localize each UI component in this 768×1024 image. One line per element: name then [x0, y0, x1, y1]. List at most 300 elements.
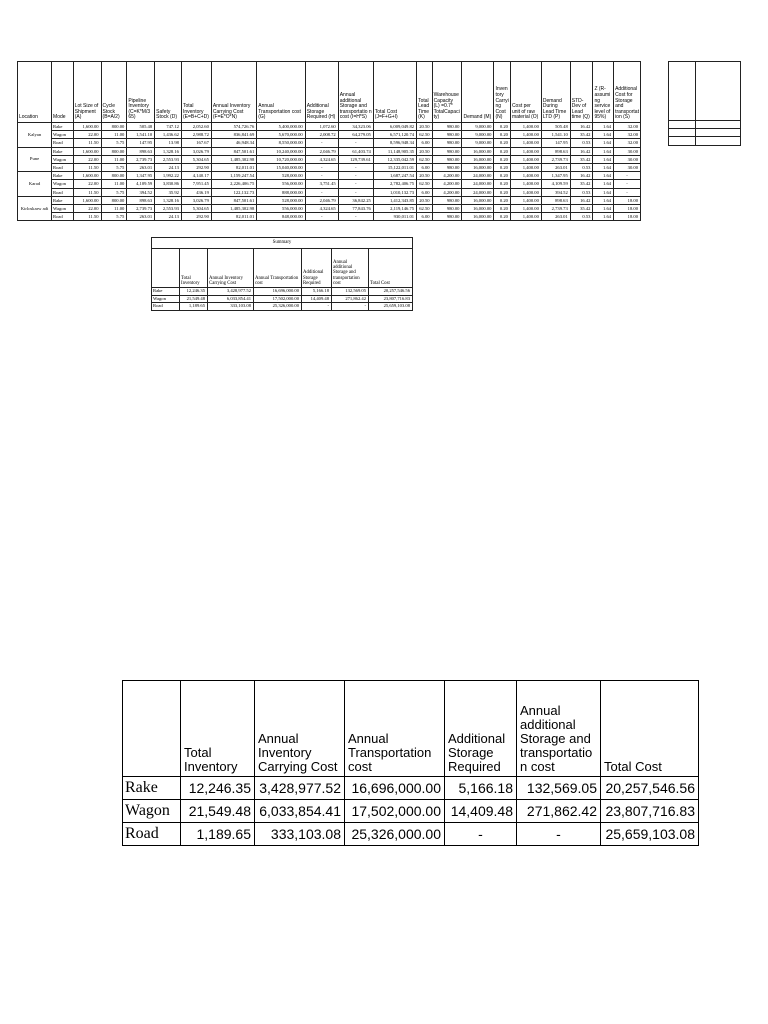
- table-cell: 8,596,948.34: [373, 139, 416, 147]
- header-cell: Cycle Stock (B=A/2): [101, 62, 127, 123]
- header-cell: Additional Storage Required: [445, 681, 517, 777]
- header-cell: Annual Transportation cost (G): [257, 62, 305, 123]
- table-cell: 24.13: [155, 213, 182, 221]
- table-cell: 1,600.00: [73, 172, 101, 180]
- table-cell: 11.00: [101, 180, 127, 188]
- mode-cell: Wagon: [52, 180, 74, 188]
- table-cell: -: [445, 823, 517, 846]
- side-grid-row: [669, 62, 741, 121]
- table-cell: 5,166.18: [445, 777, 517, 800]
- table-row: [123, 777, 699, 800]
- header-cell: Total Lead Time (K): [417, 62, 432, 123]
- table-cell: 556,000.00: [257, 180, 305, 188]
- table-cell: 62.50: [417, 155, 432, 163]
- summary-small-body: [152, 288, 413, 311]
- table-cell: 5.75: [101, 139, 127, 147]
- table-cell: 0.53: [570, 213, 593, 221]
- table-cell: 4,109.59: [127, 180, 155, 188]
- table-cell: 800.00: [101, 172, 127, 180]
- table-cell: 574,726.76: [211, 123, 256, 131]
- table-cell: 2,739.73: [127, 155, 155, 163]
- table-cell: 2,553.93: [155, 205, 182, 213]
- header-cell: Total Cost (J=F+G+I): [373, 62, 416, 123]
- table-cell: 82,011.01: [211, 164, 256, 172]
- table-cell: 1,600.00: [73, 147, 101, 155]
- table-cell: 12,246.35: [180, 288, 208, 296]
- header-cell: STD-Dev of Lead time (Q): [570, 62, 593, 123]
- table-cell: 2,739.73: [541, 155, 570, 163]
- table-cell: 4,200.00: [432, 188, 462, 196]
- table-cell: 4,324.65: [305, 155, 338, 163]
- table-cell: -: [332, 303, 369, 311]
- table-cell: 394.52: [127, 188, 155, 196]
- table-cell: 16.42: [570, 147, 593, 155]
- header-cell: Location: [18, 62, 52, 123]
- table-cell: 21,549.48: [181, 800, 255, 823]
- table-cell: 2,008.72: [305, 131, 338, 139]
- table-cell: 35.42: [570, 155, 593, 163]
- table-cell: -: [338, 164, 373, 172]
- table-cell: 980.00: [432, 123, 462, 131]
- table-cell: 20.50: [417, 123, 432, 131]
- table-cell: 5.75: [101, 188, 127, 196]
- table-cell: 62.50: [417, 180, 432, 188]
- table-cell: 3,026.79: [181, 147, 211, 155]
- table-cell: 35.92: [155, 188, 182, 196]
- empty-cell: [695, 137, 740, 145]
- table-cell: 34,323.06: [338, 123, 373, 131]
- table-cell: 122,132.73: [211, 188, 256, 196]
- table-cell: -: [305, 139, 338, 147]
- table-cell: 3,830.86: [155, 180, 182, 188]
- table-cell: 1,600.00: [73, 123, 101, 131]
- table-cell: 30.00: [614, 164, 641, 172]
- mode-cell: Road: [52, 188, 74, 196]
- table-cell: 1,485,302.98: [211, 155, 256, 163]
- header-cell: Annual additional Storage and transportation cost: [332, 249, 369, 288]
- table-cell: 132,569.05: [332, 288, 369, 296]
- header-cell: Z (R-assuming service level of 95%): [593, 62, 614, 123]
- table-cell: 1,189.65: [180, 303, 208, 311]
- table-cell: 1,072.60: [305, 123, 338, 131]
- table-cell: 1,328.16: [155, 147, 182, 155]
- table-cell: 32.00: [614, 139, 641, 147]
- header-cell: Mode: [52, 62, 74, 123]
- table-cell: 980.00: [432, 213, 462, 221]
- table-cell: 5,304.65: [181, 155, 211, 163]
- table-cell: 6,033,854.41: [255, 800, 345, 823]
- table-cell: 61,403.74: [338, 147, 373, 155]
- table-cell: 800.00: [101, 123, 127, 131]
- table-cell: 1,400.00: [510, 147, 541, 155]
- mode-cell: Road: [52, 213, 74, 221]
- table-cell: -: [614, 172, 641, 180]
- table-cell: 0.20: [494, 164, 511, 172]
- table-cell: 980.00: [432, 147, 462, 155]
- row-label-cell: Road: [123, 823, 181, 846]
- table-cell: 24,000.00: [462, 180, 494, 188]
- header-cell: Total Inventory: [181, 681, 255, 777]
- header-cell: [152, 249, 180, 288]
- table-cell: 271,862.42: [332, 295, 369, 303]
- table-row: [18, 213, 641, 221]
- table-cell: 2,046.79: [305, 196, 338, 204]
- table-cell: 16.42: [570, 172, 593, 180]
- empty-side-grid: [668, 61, 741, 146]
- table-cell: 1,159,247.54: [211, 172, 256, 180]
- table-cell: 18.00: [614, 196, 641, 204]
- header-cell: Additional Storage Required (H): [305, 62, 338, 123]
- table-cell: 10,720,000.00: [257, 155, 305, 163]
- mode-cell: Rake: [52, 172, 74, 180]
- header-cell: Annual Transportation cost: [254, 249, 302, 288]
- table-cell: 1.64: [593, 139, 614, 147]
- table-cell: 16,696,000.00: [254, 288, 302, 296]
- table-cell: 20,257,546.56: [369, 288, 413, 296]
- table-cell: 9,000.00: [462, 139, 494, 147]
- table-cell: -: [338, 172, 373, 180]
- header-cell: Annual additional Storage and transportatio n cost: [517, 681, 601, 777]
- table-cell: 36,842.25: [338, 196, 373, 204]
- table-cell: 16,000.00: [462, 164, 494, 172]
- table-row: [18, 164, 641, 172]
- table-cell: -: [517, 823, 601, 846]
- location-cell: Kalyan: [18, 123, 52, 148]
- table-cell: 436.19: [181, 188, 211, 196]
- table-cell: 505.48: [127, 123, 155, 131]
- table-row: [18, 131, 641, 139]
- table-cell: 35.42: [570, 180, 593, 188]
- table-cell: 10,240,000.00: [257, 147, 305, 155]
- table-cell: 20.50: [417, 172, 432, 180]
- summary-title: Summary: [152, 238, 413, 249]
- mode-cell: Road: [52, 164, 74, 172]
- table-cell: 0.20: [494, 172, 511, 180]
- table-cell: 21,549.48: [180, 295, 208, 303]
- table-cell: 11.50: [73, 139, 101, 147]
- table-cell: 17,502,000.00: [254, 295, 302, 303]
- row-label-cell: Rake: [123, 777, 181, 800]
- table-row: [18, 155, 641, 163]
- table-cell: 980.00: [432, 139, 462, 147]
- main-table-body: [18, 123, 641, 221]
- header-cell: Total Inventory: [180, 249, 208, 288]
- table-cell: 23,807,716.83: [369, 295, 413, 303]
- table-cell: 980.00: [432, 164, 462, 172]
- table-cell: 505.48: [541, 123, 570, 131]
- table-cell: 0.20: [494, 147, 511, 155]
- table-cell: 6.00: [417, 188, 432, 196]
- table-cell: 16,000.00: [462, 213, 494, 221]
- table-cell: 528,000.00: [257, 172, 305, 180]
- table-cell: 16.42: [570, 123, 593, 131]
- header-cell: Annual Inventory Carrying Cost (F=E*O*N): [211, 62, 256, 123]
- table-cell: 1,436.62: [155, 131, 182, 139]
- header-cell: Demand During Lead Time LTD (P): [541, 62, 570, 123]
- table-cell: 2,782,406.75: [373, 180, 416, 188]
- summary-large-header-row: [123, 681, 699, 777]
- table-cell: 1.64: [593, 155, 614, 163]
- table-cell: 333,103.08: [208, 303, 254, 311]
- table-cell: 292.90: [181, 164, 211, 172]
- table-cell: 980.00: [432, 205, 462, 213]
- header-cell: Additional Cost for Storage and transportation (S): [614, 62, 641, 123]
- table-cell: 1,347.95: [127, 172, 155, 180]
- table-cell: 6,009,049.82: [373, 123, 416, 131]
- table-cell: 30.00: [614, 147, 641, 155]
- table-cell: -: [338, 139, 373, 147]
- mode-cell: Wagon: [52, 155, 74, 163]
- table-cell: 7,951.45: [181, 180, 211, 188]
- table-cell: 800.00: [101, 147, 127, 155]
- table-cell: 15,122,011.01: [373, 164, 416, 172]
- table-cell: 2,226,406.75: [211, 180, 256, 188]
- table-cell: 1,485,302.98: [211, 205, 256, 213]
- header-cell: Safety Stock (D): [155, 62, 182, 123]
- table-cell: 263.01: [127, 213, 155, 221]
- table-cell: 898.63: [127, 147, 155, 155]
- table-cell: 747.12: [155, 123, 182, 131]
- header-cell: Total Cost: [369, 249, 413, 288]
- table-cell: 46,948.34: [211, 139, 256, 147]
- mode-cell: Wagon: [52, 205, 74, 213]
- table-cell: 62.50: [417, 131, 432, 139]
- table-cell: 20.50: [417, 196, 432, 204]
- side-grid-row: [669, 129, 741, 137]
- table-cell: 147.95: [541, 139, 570, 147]
- table-cell: 1,400.00: [510, 139, 541, 147]
- table-cell: 147.95: [127, 139, 155, 147]
- table-row: [18, 180, 641, 188]
- table-cell: 271,862.42: [517, 800, 601, 823]
- table-cell: 1.64: [593, 123, 614, 131]
- table-cell: 22.00: [73, 131, 101, 139]
- table-cell: 333,103.08: [255, 823, 345, 846]
- table-cell: 6,571,120.74: [373, 131, 416, 139]
- mode-cell: Rake: [52, 147, 74, 155]
- table-cell: 528,000.00: [257, 196, 305, 204]
- table-cell: 0.20: [494, 131, 511, 139]
- table-cell: 1.64: [593, 188, 614, 196]
- summary-large-body: [123, 777, 699, 846]
- table-cell: 1.64: [593, 172, 614, 180]
- table-cell: 0.20: [494, 155, 511, 163]
- mode-cell: Wagon: [52, 131, 74, 139]
- header-cell: Inventory Carrying Cost (N): [494, 62, 511, 123]
- table-cell: 1.64: [593, 205, 614, 213]
- table-cell: 32.00: [614, 123, 641, 131]
- table-cell: 0.20: [494, 196, 511, 204]
- header-cell: Demand (M): [462, 62, 494, 123]
- table-cell: 16,000.00: [462, 196, 494, 204]
- empty-cell: [669, 121, 696, 129]
- table-cell: 17,502,000.00: [345, 800, 445, 823]
- table-cell: 5,166.18: [302, 288, 332, 296]
- table-cell: 1,992.22: [155, 172, 182, 180]
- table-cell: 1,400.00: [510, 180, 541, 188]
- table-cell: 1,400.00: [510, 172, 541, 180]
- table-cell: 2,739.73: [541, 205, 570, 213]
- table-cell: 16,696,000.00: [345, 777, 445, 800]
- table-cell: 25,659,103.08: [601, 823, 699, 846]
- table-cell: -: [338, 180, 373, 188]
- table-cell: 30.00: [614, 155, 641, 163]
- table-cell: 556,000.00: [257, 205, 305, 213]
- table-cell: 32.00: [614, 131, 641, 139]
- table-cell: -: [614, 180, 641, 188]
- table-cell: -: [305, 172, 338, 180]
- table-cell: 6.00: [417, 164, 432, 172]
- main-table-header-row: [18, 62, 641, 123]
- table-cell: 2,046.79: [305, 147, 338, 155]
- table-cell: 16,000.00: [462, 155, 494, 163]
- table-cell: 6.00: [417, 213, 432, 221]
- table-cell: 24.13: [155, 164, 182, 172]
- table-cell: 12,335,042.59: [373, 155, 416, 163]
- table-cell: 8,550,000.00: [257, 139, 305, 147]
- table-cell: 1,400.00: [510, 123, 541, 131]
- table-cell: 1,400.00: [510, 155, 541, 163]
- table-cell: 292.90: [181, 213, 211, 221]
- side-grid-row: [669, 137, 741, 145]
- table-cell: 0.20: [494, 205, 511, 213]
- table-cell: 2,988.72: [181, 131, 211, 139]
- table-cell: 11,148,905.35: [373, 147, 416, 155]
- table-cell: 0.20: [494, 180, 511, 188]
- empty-cell: [695, 62, 740, 121]
- empty-cell: [695, 129, 740, 137]
- table-cell: 23,807,716.83: [601, 800, 699, 823]
- table-cell: 24,000.00: [462, 172, 494, 180]
- header-cell: Annual Inventory Carrying Cost: [208, 249, 254, 288]
- table-cell: 0.20: [494, 188, 511, 196]
- table-cell: 18.00: [614, 213, 641, 221]
- table-cell: 22.00: [73, 180, 101, 188]
- header-cell: Additional Storage Required: [302, 249, 332, 288]
- table-cell: 15,040,000.00: [257, 164, 305, 172]
- header-cell: Lot Size of Shipment (A): [73, 62, 101, 123]
- table-cell: 1,541.10: [127, 131, 155, 139]
- table-cell: 1.64: [593, 180, 614, 188]
- table-cell: 25,326,000.00: [345, 823, 445, 846]
- header-cell: Total Cost: [601, 681, 699, 777]
- table-cell: -: [305, 164, 338, 172]
- table-cell: -: [305, 188, 338, 196]
- table-cell: 1,328.16: [155, 196, 182, 204]
- table-cell: 848,000.00: [257, 213, 305, 221]
- table-cell: 12,246.35: [181, 777, 255, 800]
- table-cell: 14,409.48: [302, 295, 332, 303]
- table-cell: 11.50: [73, 188, 101, 196]
- table-cell: 4,200.00: [432, 180, 462, 188]
- table-cell: 35.42: [570, 131, 593, 139]
- table-cell: 4,200.00: [432, 172, 462, 180]
- table-cell: 4,324.65: [305, 205, 338, 213]
- location-cell: Pune: [18, 147, 52, 172]
- table-cell: 1.64: [593, 164, 614, 172]
- table-cell: 0.20: [494, 123, 511, 131]
- table-cell: 847,501.61: [211, 196, 256, 204]
- table-cell: 888,000.00: [257, 188, 305, 196]
- table-cell: 20,257,546.56: [601, 777, 699, 800]
- table-row: [152, 303, 413, 311]
- table-cell: 62.50: [417, 205, 432, 213]
- table-cell: 2,553.93: [155, 155, 182, 163]
- table-row: [18, 188, 641, 196]
- table-cell: 6.00: [417, 139, 432, 147]
- table-cell: 898.63: [541, 196, 570, 204]
- table-cell: 20.50: [417, 147, 432, 155]
- table-cell: 11.00: [101, 205, 127, 213]
- table-cell: 0.20: [494, 213, 511, 221]
- table-row: [152, 288, 413, 296]
- table-cell: 16,000.00: [462, 205, 494, 213]
- table-cell: 5.75: [101, 164, 127, 172]
- table-cell: 129,739.61: [338, 155, 373, 163]
- table-row: [123, 823, 699, 846]
- table-cell: 18.00: [614, 205, 641, 213]
- mode-cell: Road: [52, 139, 74, 147]
- summary-header-row: [152, 249, 413, 288]
- table-cell: 5,400,000.00: [257, 123, 305, 131]
- table-cell: -: [614, 188, 641, 196]
- summary-title-row: [152, 238, 413, 249]
- table-cell: 1.64: [593, 131, 614, 139]
- table-cell: 980.00: [432, 155, 462, 163]
- table-row: [152, 295, 413, 303]
- table-cell: 1.64: [593, 147, 614, 155]
- row-label-cell: Wagon: [123, 800, 181, 823]
- table-cell: 1,400.00: [510, 205, 541, 213]
- table-cell: 1,687,247.54: [373, 172, 416, 180]
- table-row: [18, 123, 641, 131]
- table-cell: 898.63: [541, 147, 570, 155]
- table-cell: 5,670,000.00: [257, 131, 305, 139]
- summary-table-small: [151, 237, 413, 311]
- table-row: [18, 205, 641, 213]
- table-cell: 77,843.76: [338, 205, 373, 213]
- table-cell: 1,189.65: [181, 823, 255, 846]
- location-cell: Karad: [18, 172, 52, 197]
- header-cell: Annual Transportation cost: [345, 681, 445, 777]
- header-cell: Annual Inventory Carrying Cost: [255, 681, 345, 777]
- table-cell: 2,052.60: [181, 123, 211, 131]
- empty-cell: [669, 129, 696, 137]
- mode-cell: Rake: [52, 196, 74, 204]
- table-cell: 1,600.00: [73, 196, 101, 204]
- table-cell: 11.50: [73, 213, 101, 221]
- table-cell: 1.64: [593, 196, 614, 204]
- header-cell: Cost per unit of raw material (O): [510, 62, 541, 123]
- header-cell: Warehouse Capacity (L) =0.7* TotalCapacity): [432, 62, 462, 123]
- table-cell: 1,400.00: [510, 213, 541, 221]
- table-cell: 25,659,103.08: [369, 303, 413, 311]
- table-cell: -: [305, 213, 338, 221]
- table-cell: 1.64: [593, 213, 614, 221]
- table-cell: 82,011.01: [211, 213, 256, 221]
- table-cell: 800.00: [101, 196, 127, 204]
- table-cell: 167.67: [181, 139, 211, 147]
- table-cell: 11.50: [73, 164, 101, 172]
- table-cell: 132,569.05: [517, 777, 601, 800]
- row-label-cell: Road: [152, 303, 180, 311]
- table-cell: 5,304.65: [181, 205, 211, 213]
- summary-table-large: [122, 680, 699, 846]
- table-cell: 847,501.61: [211, 147, 256, 155]
- table-cell: 980.00: [432, 131, 462, 139]
- table-cell: 25,326,000.00: [254, 303, 302, 311]
- table-cell: 64,279.05: [338, 131, 373, 139]
